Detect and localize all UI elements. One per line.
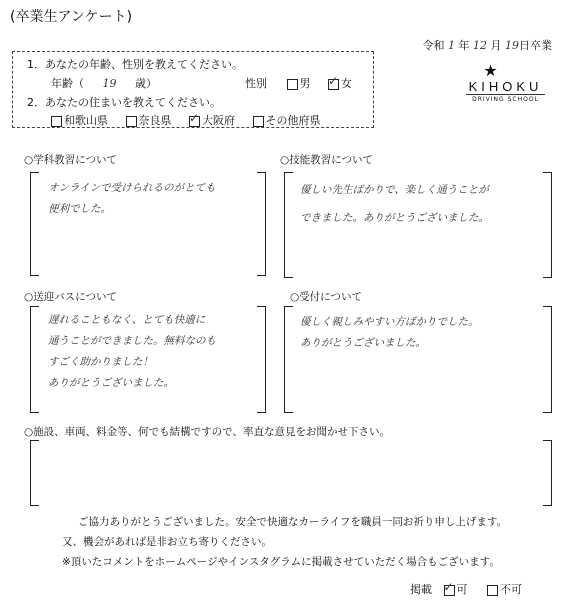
q2-text: 2．あなたの住まいを教えてください。 [27,96,221,109]
date-suffix: 日卒業 [519,39,552,52]
bracket-right-icon [543,440,552,506]
age-unit: 歳） [135,77,157,90]
gender-row [245,75,352,91]
checkbox-osaka[interactable] [189,116,200,127]
bracket-right-icon [257,306,266,413]
age-row [51,75,157,91]
checkbox-other-prefecture[interactable] [253,116,264,127]
q1-text: 1．あなたの年齢、性別を教えてください。 [27,58,243,71]
date-year[interactable]: 1 [448,39,455,52]
star-icon: ★ [483,61,498,80]
checkbox-male[interactable] [287,79,298,90]
date-year-unit: 年 [458,39,470,52]
bracket-left-icon [30,306,39,413]
bracket-left-icon [30,172,39,276]
publish-option-deny[interactable]: 不可 [487,581,522,597]
section-bus-answer[interactable]: 遅れることもなく、とても快適に 通うことができました。無料なのも すごく助かりました！ ありがとうございました。 [48,314,216,389]
checkbox-wakayama[interactable] [51,116,62,127]
section-academic-answer[interactable]: オンラインで受けられるのがとても 便利でした。 [48,182,216,215]
bracket-right-icon [543,172,552,278]
bracket-left-icon [284,172,293,278]
gender-label: 性別 [245,77,267,90]
residence-option-osaka[interactable]: ✓ 大阪府 [189,112,235,128]
age-value[interactable]: 19 [102,77,117,90]
bracket-left-icon [284,306,293,413]
publish-option-allow[interactable]: ✓ 可 [444,581,468,597]
gender-option-female[interactable]: ✓ 女 [328,75,352,91]
age-label: 年齢（ [51,77,84,90]
date-day[interactable]: 19 [505,39,519,52]
logo-subtitle: DRIVING SCHOOL [466,94,545,103]
bracket-right-icon [257,172,266,276]
residence-option-wakayama[interactable]: 和歌山県 [51,112,108,128]
checkbox-allow[interactable] [444,585,455,596]
publish-label: 掲載 [410,583,432,596]
section-bus-title: ○送迎バスについて [24,291,117,303]
section-technical-answer[interactable]: 優しい先生ばかりで、楽しく通うことが できました。ありがとうございました。 [300,184,489,224]
date-era: 令和 [422,39,445,52]
section-academic-title: ○学科教習について [24,154,117,166]
section-reception-answer[interactable]: 優しく親しみやすい方ばかりでした。 ありがとうございました。 [300,316,479,349]
checkbox-deny[interactable] [487,585,498,596]
section-technical-title: ○技能教習について [280,154,373,166]
residence-row [51,112,335,128]
footer-line: 又、機会があれば是非お立ち寄りください。 [62,536,272,548]
graduation-date [423,37,553,53]
date-month[interactable]: 12 [473,39,487,52]
logo-name: KIHOKU [468,79,543,94]
checkbox-female[interactable] [328,79,339,90]
date-month-unit: 月 [490,39,502,52]
section-other-title: ○施設、車両、料金等、何でも結構ですので、率直な意見をお聞かせ下さい。 [24,426,390,438]
residence-option-nara[interactable]: 奈良県 [126,112,172,128]
bracket-left-icon [30,440,39,506]
gender-option-male[interactable]: 男 [287,75,311,91]
section-reception-title: ○受付について [290,291,362,303]
publish-consent [410,581,522,597]
footer-line: ご協力ありがとうございました。安全で快適なカーライフを職員一同お祈り申し上げます。 [78,516,508,528]
bracket-right-icon [543,306,552,413]
footer-message [62,512,508,572]
school-logo [458,63,553,103]
section-other-answer[interactable] [50,444,530,500]
footer-line: ※頂いたコメントをホームページやインスタグラムに掲載させていただく場合もございます。 [62,556,500,568]
page-title: (卒業生アンケート) [10,9,133,25]
checkbox-nara[interactable] [126,116,137,127]
residence-option-other[interactable]: その他府県 [253,112,321,128]
profile-box [12,51,374,128]
